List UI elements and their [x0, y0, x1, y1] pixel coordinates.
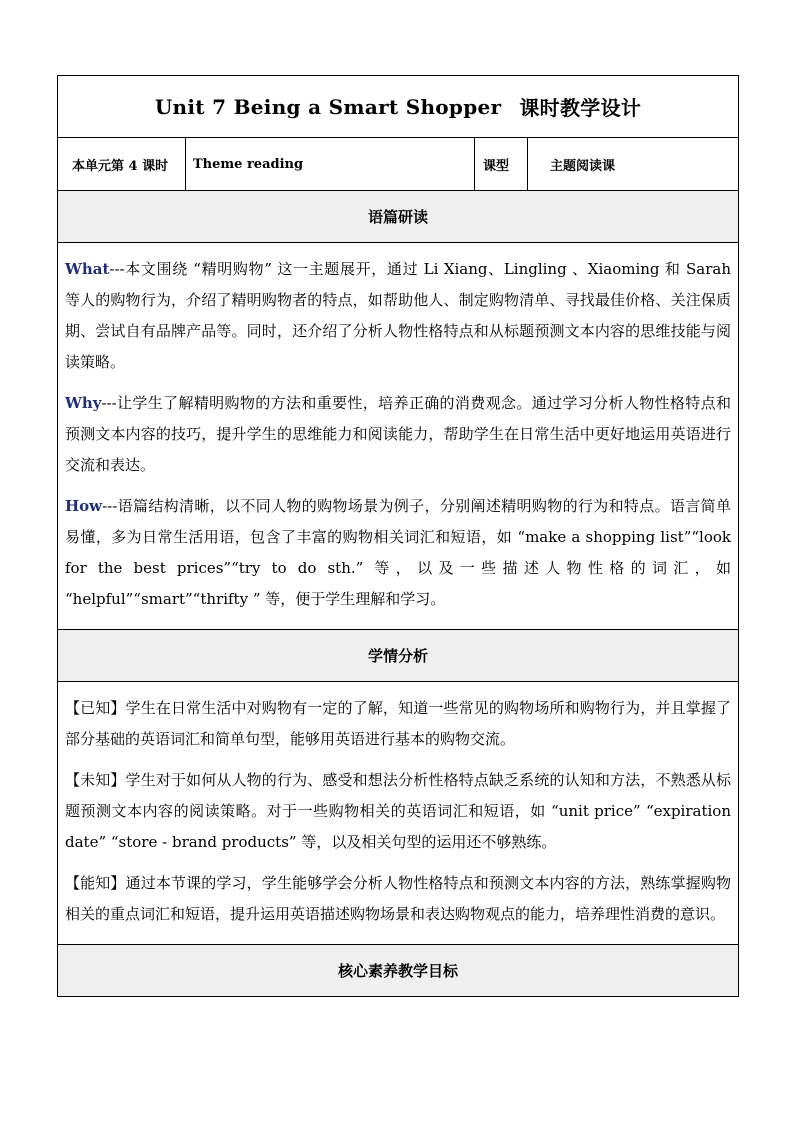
able-paragraph: 【能知】通过本节课的学习，学生能够学会分析人物性格特点和预测文本内容的方法，熟练掌握购物相关的重点词汇和短语，提升运用英语描述购物场景和表达购物观点的能力，培养理性消费的意识。 [65, 874, 731, 923]
learner-analysis-content [57, 682, 739, 945]
doc-type: 课时教学设计 [519, 96, 642, 120]
unknown-paragraph: 【未知】学生对于如何从人物的行为、感受和想法分析性格特点缺乏系统的认知和方法，不熟悉从标题预测文本内容的阅读策略。对于一些购物相关的英语词汇和短语，如 “unit price” “expiration date” “store - brand products” 等，以及相关句型的运用还不够熟练。 [65, 771, 731, 851]
lesson-type-label: 课型 [475, 138, 528, 190]
lesson-plan-table [57, 75, 739, 997]
lesson-name: Theme reading [186, 138, 475, 190]
unit-title: Unit 7 Being a Smart Shopper [154, 94, 502, 119]
section-heading-text-study: 语篇研读 [57, 191, 739, 243]
info-row [57, 138, 739, 191]
why-paragraph [65, 388, 731, 481]
lesson-type-value: 主题阅读课 [550, 158, 616, 174]
title-row [57, 75, 739, 138]
how-text: ---语篇结构清晰，以不同人物的购物场景为例子，分别阐述精明购物的行为和特点。语言简单易懂，多为日常生活用语，包含了丰富的购物相关词汇和短语，如 “make a shopping list”“look for the best prices”“try to do sth.” 等，以及一些描述人物性格的词汇，如 “helpful”“smart”“thrifty ” 等，便于学生理解和学习。 [65, 497, 731, 608]
how-paragraph [65, 491, 731, 615]
lesson-number: 本单元第 4 课时 [58, 138, 186, 190]
known-paragraph: 【已知】学生在日常生活中对购物有一定的了解，知道一些常见的购物场所和购物行为，并且掌握了部分基础的英语词汇和简单句型，能够用英语进行基本的购物交流。 [65, 699, 731, 748]
section-heading-core-goals: 核心素养教学目标 [57, 945, 739, 997]
what-paragraph [65, 254, 731, 378]
what-keyword: What [65, 260, 110, 278]
text-study-content [57, 243, 739, 630]
what-text: ---本文围绕 “精明购物” 这一主题展开，通过 Li Xiang、Lingling 、Xiaoming 和 Sarah 等人的购物行为，介绍了精明购物者的特点，如帮助他人、制定购物清单、寻找最佳价格、关注保质期、尝试自有品牌产品等。同时，还介绍了分析人物性格特点和从标题预测文本内容的思维技能与阅读策略。 [65, 260, 731, 371]
section-heading-learner-analysis: 学情分析 [57, 630, 739, 682]
why-text: ---让学生了解精明购物的方法和重要性，培养正确的消费观念。通过学习分析人物性格特点和预测文本内容的技巧，提升学生的思维能力和阅读能力，帮助学生在日常生活中更好地运用英语进行交流和表达。 [65, 394, 731, 474]
why-keyword: Why [65, 394, 102, 412]
how-keyword: How [65, 497, 103, 515]
